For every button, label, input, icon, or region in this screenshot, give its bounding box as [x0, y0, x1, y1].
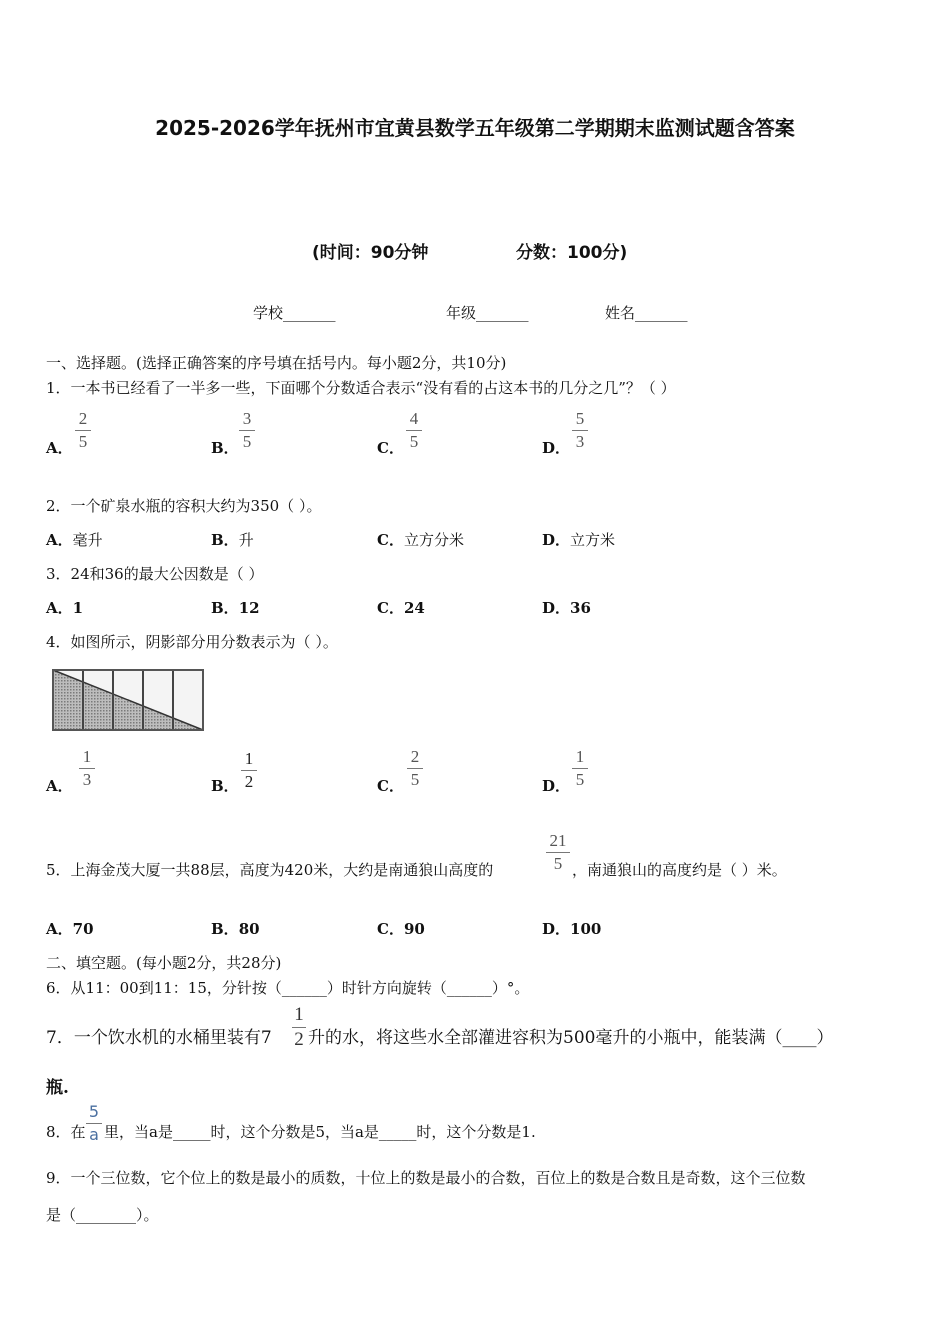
q4-option-d: D．	[542, 777, 571, 795]
question-1: 1．一本书已经看了一半多一些，下面哪个分数适合表示“没有看的占这本书的几分之几”？（ ）	[46, 379, 676, 397]
q4-option-d-fraction: 1 5	[572, 748, 588, 789]
option-label: A．	[46, 439, 73, 457]
q4-option-c-fraction: 2 5	[407, 748, 423, 789]
q1-option-d-fraction: 5 3	[572, 410, 588, 451]
q1-option-b	[211, 437, 239, 458]
q1-option-a	[46, 437, 73, 458]
q1-option-b-fraction: 3 5	[239, 410, 255, 451]
school-field: 学校_______	[253, 304, 336, 322]
question-4: 4．如图所示，阴影部分用分数表示为（ ）。	[46, 633, 338, 651]
q3-option-c: C．24	[377, 599, 425, 617]
q3-option-b: B．12	[211, 599, 260, 617]
option-label: B．	[211, 439, 239, 457]
q5-option-d: D．100	[542, 920, 602, 938]
exam-score: 分数：100分)	[516, 243, 628, 263]
question-5-part-1: 5．上海金茂大厦一共88层，高度为420米，大约是南通狼山高度的	[46, 861, 494, 879]
question-7-part-1: 7．一个饮水机的水桶里装有7	[46, 1028, 272, 1048]
shaded-rectangle-figure	[52, 668, 204, 732]
question-8-fraction: 5 a	[86, 1103, 102, 1144]
question-8-part-1: 8．在	[46, 1123, 86, 1141]
q1-option-c-fraction: 4 5	[406, 410, 422, 451]
q4-option-b-fraction: 1 2	[241, 750, 257, 791]
q2-option-b: B．升	[211, 531, 254, 549]
q5-option-a: A．70	[46, 920, 94, 938]
name-field: 姓名_______	[605, 304, 688, 322]
section-2-heading: 二、填空题。(每小题2分，共28分)	[46, 954, 282, 972]
question-2: 2．一个矿泉水瓶的容积大约为350（ ）。	[46, 497, 322, 515]
question-5-part-2: ，南通狼山的高度约是（ ）米。	[572, 861, 787, 879]
q1-option-c	[377, 437, 404, 458]
question-7-line-2: 瓶.	[46, 1078, 69, 1098]
q3-option-d: D．36	[542, 599, 591, 617]
option-label: C．	[377, 439, 404, 457]
q1-option-d	[542, 437, 570, 458]
q5-option-c: C．90	[377, 920, 425, 938]
section-1-heading: 一、选择题。(选择正确答案的序号填在括号内。每小题2分，共10分)	[46, 354, 507, 372]
q4-option-a: A．	[46, 777, 73, 795]
q4-option-a-fraction: 1 3	[79, 748, 95, 789]
q2-option-a: A．毫升	[46, 531, 103, 549]
question-8-part-2: 里，当a是_____时，这个分数是5，当a是_____时，这个分数是1.	[104, 1123, 536, 1141]
grade-field: 年级_______	[446, 304, 529, 322]
exam-time: (时间：90分钟	[312, 243, 429, 263]
question-6: 6．从11：00到11：15，分针按（______）时针方向旋转（______）°。	[46, 979, 530, 997]
q2-option-d: D．立方米	[542, 531, 616, 549]
q4-option-c: C．	[377, 777, 404, 795]
option-label: D．	[542, 439, 571, 457]
question-9-line-2: 是（________）。	[46, 1206, 159, 1224]
q2-option-c: C．立方分米	[377, 531, 464, 549]
q1-option-a-fraction: 2 5	[75, 410, 91, 451]
question-5-fraction: 21 5	[546, 832, 570, 873]
q3-option-a: A．1	[46, 599, 84, 617]
question-7-fraction: 1 2	[292, 1005, 306, 1050]
question-7-part-2: 升的水，将这些水全部灌进容积为500毫升的小瓶中，能装满（____）	[308, 1028, 834, 1048]
q4-option-b: B．	[211, 777, 239, 795]
question-9-line-1: 9．一个三位数，它个位上的数是最小的质数，十位上的数是最小的合数，百位上的数是合数且是奇数，这个三位数	[46, 1169, 806, 1187]
q5-option-b: B．80	[211, 920, 260, 938]
page-title: 2025-2026学年抚州市宜黄县数学五年级第二学期期末监测试题含答案	[155, 116, 795, 140]
question-3: 3．24和36的最大公因数是（ ）	[46, 565, 264, 583]
